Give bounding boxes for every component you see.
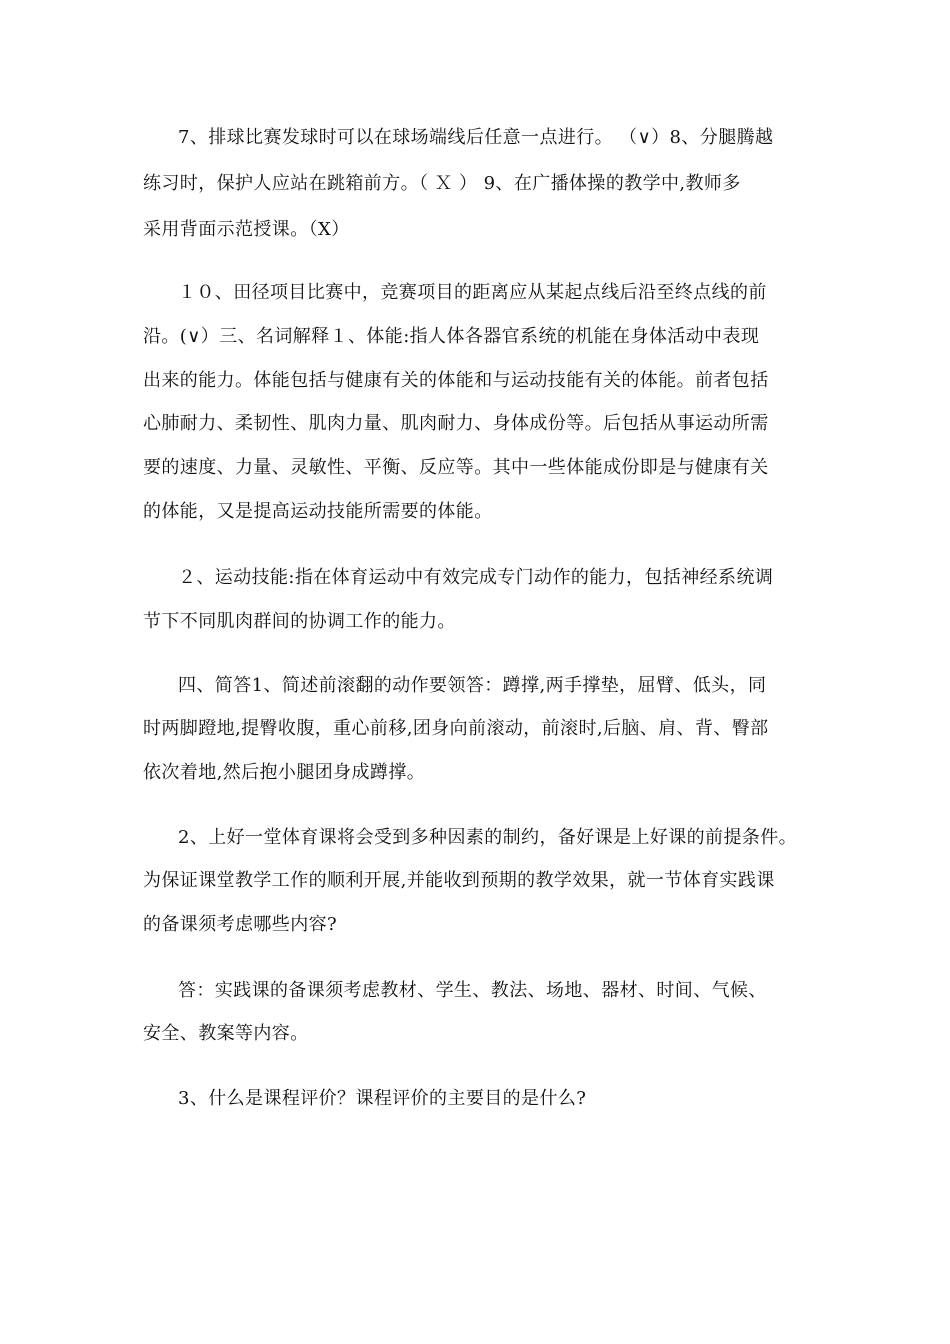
text-line: 练习时，保护人应站在跳箱前方。（ Ｘ ） 9、在广播体操的教学中,教师多: [143, 173, 741, 194]
text-line: 心肺耐力、柔韧性、肌肉力量、肌肉耐力、身体成份等。后包括从事运动所需: [143, 413, 769, 434]
text-line: 的体能，又是提高运动技能所需要的体能。: [143, 501, 493, 522]
text-line: 要的速度、力量、灵敏性、平衡、反应等。其中一些体能成份即是与健康有关: [143, 457, 769, 478]
text-line: 为保证课堂教学工作的顺利开展,并能收到预期的教学效果，就一节体育实践课: [143, 870, 775, 891]
text-line: 依次着地,然后抱小腿团身成蹲撑。: [143, 762, 426, 783]
text-line: 节下不同肌肉群间的协调工作的能力。: [143, 611, 456, 632]
text-line: １０、田径项目比赛中，竞赛项目的距离应从某起点线后沿至终点线的前: [178, 282, 767, 303]
text-line: 出来的能力。体能包括与健康有关的体能和与运动技能有关的体能。前者包括: [143, 370, 769, 391]
text-line: 3、什么是课程评价？课程评价的主要目的是什么?: [178, 1088, 587, 1109]
text-line: 7、排球比赛发球时可以在球场端线后任意一点进行。 （∨）8、分腿腾越: [178, 127, 774, 148]
text-line: 采用背面示范授课。（X）: [143, 219, 350, 240]
text-line: 时两脚蹬地,提臀收腹，重心前移,团身向前滚动，前滚时,后脑、肩、背、臀部: [143, 718, 769, 739]
text-line: ２、运动技能:指在体育运动中有效完成专门动作的能力，包括神经系统调: [178, 567, 774, 588]
text-line: 沿。(∨）三、名词解释１、体能:指人体各器官系统的机能在身体活动中表现: [143, 326, 760, 347]
text-line: 的备课须考虑哪些内容?: [143, 914, 338, 935]
text-line: 答：实践课的备课须考虑教材、学生、教法、场地、器材、时间、气候、: [178, 980, 767, 1001]
text-line: 四、简答1、简述前滚翻的动作要领答：蹲撑,两手撑垫，屈臂、低头，同: [178, 675, 767, 696]
text-line: 安全、教案等内容。: [143, 1023, 309, 1044]
text-line: 2、上好一堂体育课将会受到多种因素的制约，备好课是上好课的前提条件。: [178, 827, 798, 848]
